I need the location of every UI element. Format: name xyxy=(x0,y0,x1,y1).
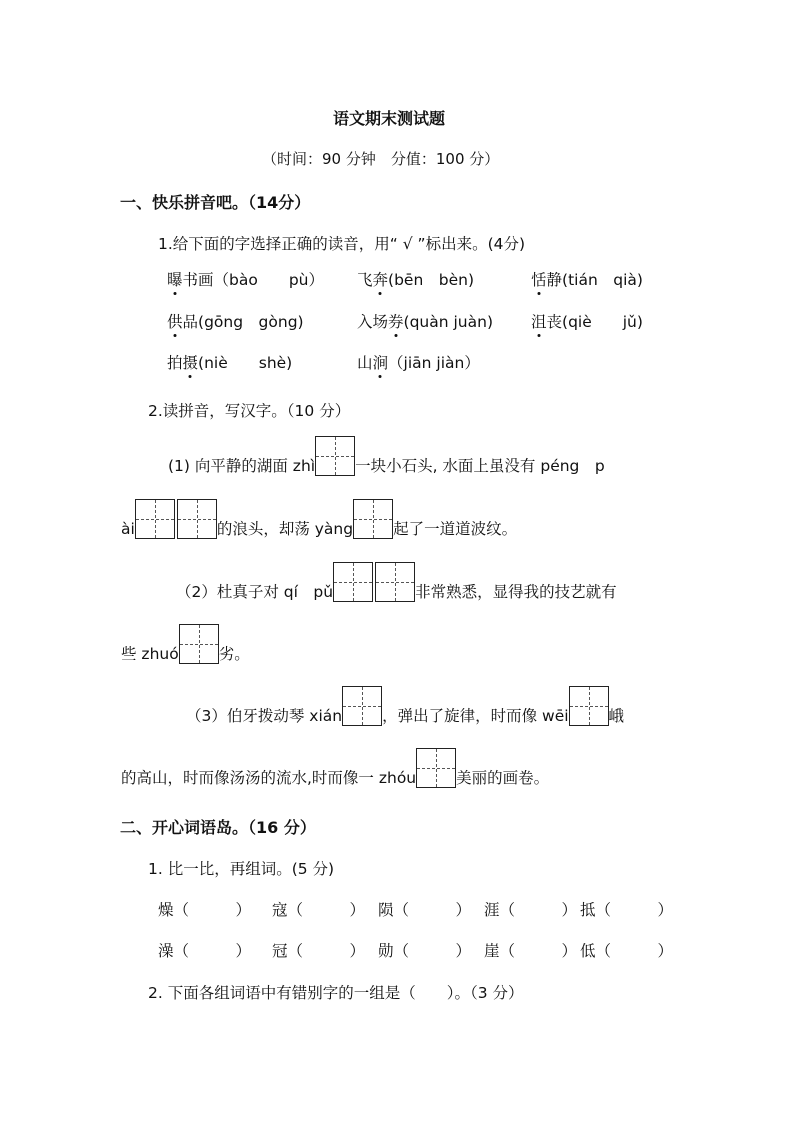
sentence-line: 些 zhuó 劣。 xyxy=(121,624,250,664)
pinyin-item: 曝书画（bào pù） xyxy=(167,268,324,290)
answer-box[interactable] xyxy=(375,562,415,602)
answer-box[interactable] xyxy=(353,499,393,539)
pinyin-item: 恬静(tián qià) xyxy=(531,268,643,290)
answer-box[interactable] xyxy=(315,436,355,476)
compare-item[interactable]: 陨（ ） xyxy=(378,901,472,919)
section-heading: 一、快乐拼音吧。（14分） xyxy=(120,193,311,212)
sentence-line: 的高山，时而像汤汤的流水,时而像一 zhóu 美丽的画卷。 xyxy=(121,748,549,788)
answer-box[interactable] xyxy=(333,562,373,602)
answer-box[interactable] xyxy=(416,748,456,788)
question-prompt: 2. 下面各组词语中有错别字的一组是（ ）。（3 分） xyxy=(148,984,524,1002)
compare-item[interactable]: 勋（ ） xyxy=(378,942,472,960)
pinyin-item: 供品(gōng gòng) xyxy=(167,310,304,332)
compare-item[interactable]: 崖（ ） xyxy=(484,942,578,960)
compare-item[interactable]: 低（ ） xyxy=(580,942,674,960)
compare-item[interactable]: 涯（ ） xyxy=(484,901,578,919)
exam-info: （时间：90 分钟 分值：100 分） xyxy=(262,150,500,168)
section-heading: 二、开心词语岛。（16 分） xyxy=(120,818,316,837)
compare-item[interactable]: 燥（ ） xyxy=(158,901,252,919)
pinyin-item: 沮丧(qiè jǔ) xyxy=(531,310,643,332)
compare-item[interactable]: 抵（ ） xyxy=(580,901,674,919)
sentence-line: （2）杜真子对 qí pǔ 非常熟悉，显得我的技艺就有 xyxy=(176,562,617,602)
answer-box[interactable] xyxy=(177,499,217,539)
compare-item[interactable]: 寇（ ） xyxy=(272,901,366,919)
question-prompt: 1. 比一比，再组词。(5 分) xyxy=(148,860,335,878)
answer-box[interactable] xyxy=(569,686,609,726)
pinyin-item: 拍摄(niè shè) xyxy=(167,351,292,373)
question-prompt: 1.给下面的字选择正确的读音，用“ √ ”标出来。(4分) xyxy=(158,235,526,253)
sentence-line: ài 的浪头，却荡 yàng 起了一道道波纹。 xyxy=(121,499,517,539)
sentence-line: （3）伯牙拨动琴 xián ，弹出了旋律，时而像 wēi 峨 xyxy=(186,686,624,726)
pinyin-item: 入场券(quàn juàn) xyxy=(357,310,493,332)
compare-item[interactable]: 澡（ ） xyxy=(158,942,252,960)
question-prompt: 2.读拼音，写汉字。（10 分） xyxy=(148,402,351,420)
page-title: 语文期末测试题 xyxy=(333,109,446,128)
pinyin-item: 飞奔(bēn bèn) xyxy=(357,268,474,290)
compare-item[interactable]: 冠（ ） xyxy=(272,942,366,960)
pinyin-item: 山涧（jiān jiàn） xyxy=(357,351,480,373)
answer-box[interactable] xyxy=(179,624,219,664)
answer-box[interactable] xyxy=(342,686,382,726)
sentence-line: (1) 向平静的湖面 zhì 一块小石头, 水面上虽没有 péng p xyxy=(168,436,605,476)
answer-box[interactable] xyxy=(135,499,175,539)
